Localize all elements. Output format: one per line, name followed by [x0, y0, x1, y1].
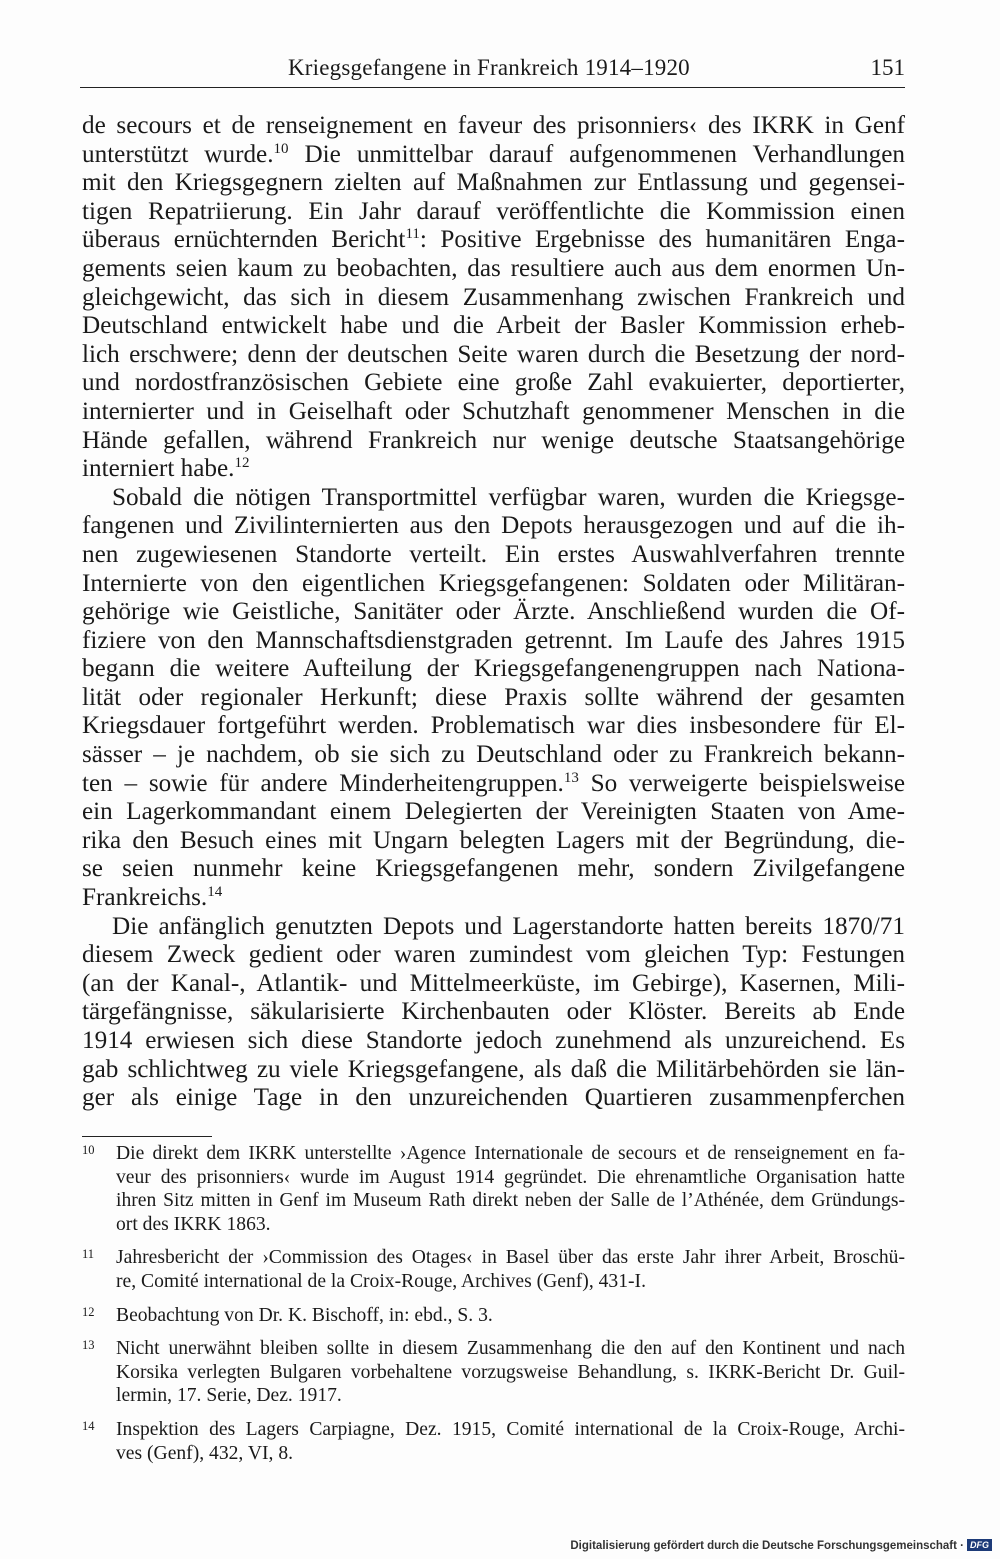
footnote-number: 13: [82, 1338, 95, 1353]
text-line: gements seien kaum zu beobachten, das resultiere auch aus dem enormen Un-: [82, 254, 905, 282]
text-line: ein Lagerkommandant einem Delegierten der Vereinigten Staaten von Ame-: [82, 798, 905, 826]
text-line: de secours et de renseignement en faveur des prisonniers‹ des IKRK in Genf: [82, 112, 905, 139]
text-line: (an der Kanal-, Atlantik- und Mittelmeerküste, im Gebirge), Kasernen, Mili-: [82, 969, 905, 997]
text-line: fangenen und Zivilinternierten aus den Depots herausgezogen und auf die ih-: [82, 512, 905, 540]
text-line: Hände gefallen, während Frankreich nur wenige deutsche Staatsangehörige: [82, 426, 905, 454]
text-line: tigen Repatriierung. Ein Jahr darauf veröffentlichte die Kommission einen: [82, 197, 905, 225]
footnote-line: ves (Genf), 432, VI, 8.: [116, 1442, 294, 1464]
text-line: sässer – je nachdem, ob sie sich zu Deutschland oder zu Frankreich bekann-: [82, 741, 905, 769]
text-line: und nordostfranzösischen Gebiete eine große Zahl evakuierter, deportierter,: [82, 369, 905, 397]
text-line: unterstützt wurde.$^{10}$ Die unmittelbar darauf aufgenommenen Verhandlungen: [82, 140, 906, 168]
text-line: Frankreichs.$^{14}$: [82, 884, 223, 912]
footnote-line: lermin, 17. Serie, Dez. 1917.: [116, 1385, 342, 1407]
dfg-logo: DFG: [967, 1539, 992, 1551]
text-line: diesem Zweck gedient oder waren zumindest vom gleichen Typ: Festungen: [82, 941, 905, 969]
footnote-line: veur des prisonniers‹ wurde im August 1914 gegründet. Die ehrenamtliche Organisation hatte: [116, 1166, 905, 1188]
text-line: überaus ernüchternden Bericht$^{11}$: Positive Ergebnisse des humanitären Enga-: [82, 226, 905, 254]
footnote: [82, 1418, 905, 1465]
footnote: [82, 1142, 905, 1236]
footnote-line: Die direkt dem IKRK unterstellte ›Agence Internationale de secours et de renseignement en fa-: [116, 1143, 905, 1164]
footnote-line: re, Comité international de la Croix-Rouge, Archives (Genf), 431-I.: [116, 1270, 646, 1292]
footnotes: [82, 1142, 905, 1475]
text-line: interniert habe.$^{12}$: [82, 455, 250, 483]
footnote-number: 10: [82, 1143, 95, 1157]
text-line: Die anfänglich genutzten Depots und Lagerstandorte hatten bereits 1870/71: [112, 912, 905, 940]
text-line: mit den Kriegsgegnern zielten auf Maßnahmen zur Entlassung und gegensei-: [82, 169, 905, 197]
text-line: lich erschwere; denn der deutschen Seite waren durch die Besetzung der nord-: [82, 340, 905, 368]
text-line: Kriegsdauer fortgeführt werden. Problematisch war dies insbesondere für El-: [82, 712, 905, 740]
text-line: gleichgewicht, das sich in diesem Zusammenhang zwischen Frankreich und: [82, 283, 905, 311]
footnote-number: 12: [82, 1304, 95, 1319]
text-line: 1914 erwiesen sich diese Standorte jedoch zunehmend als unzureichend. Es: [82, 1027, 905, 1054]
running-title: Kriegsgefangene in Frankreich 1914–1920: [288, 55, 690, 80]
text-line: internierter und in Geiselhaft oder Schutzhaft genommener Menschen in die: [82, 397, 905, 425]
paragraph: [82, 112, 905, 484]
text-line: fiziere von den Mannschaftsdienstgraden getrennt. Im Laufe des Jahres 1915: [82, 626, 905, 654]
footnote-separator: [82, 1136, 212, 1137]
footnote: [82, 1337, 905, 1408]
running-header: [80, 55, 905, 88]
footnote-number: 14: [82, 1418, 95, 1433]
footnote-line: Nicht unerwähnt bleiben sollte in diesem Zusammenhang die den auf den Kontinent und nach: [116, 1338, 905, 1360]
text-line: gab schlichtweg zu viele Kriegsgefangene, als daß die Militärbehörden sie län-: [82, 1055, 905, 1083]
footnote-ref[interactable]: 11: [405, 226, 420, 243]
text-line: rika den Besuch eines mit Ungarn belegten Lagers mit der Begründung, die-: [82, 826, 905, 854]
footnote: [82, 1304, 905, 1328]
footnote-line: Inspektion des Lagers Carpiagne, Dez. 1915, Comité international de la Croix-Rouge, Archi-: [116, 1418, 905, 1440]
footnote-number: 11: [82, 1247, 95, 1262]
text-line: begann die weitere Aufteilung der Kriegsgefangenengruppen nach Nationa-: [82, 655, 905, 683]
text-line: lität oder regionaler Herkunft; diese Praxis sollte während der gesamten: [82, 683, 905, 711]
footnote: [82, 1246, 905, 1293]
text-line: tärgefängnisse, säkularisierte Kirchenbauten oder Klöster. Bereits ab Ende: [82, 998, 905, 1026]
text-line: se seien nunmehr keine Kriegsgefangenen mehr, sondern Zivilgefangene: [82, 855, 905, 883]
digitization-text: Digitalisierung gefördert durch die Deutsche Forschungsgemeinschaft ·: [570, 1540, 964, 1552]
paragraph: [82, 484, 905, 913]
footnote-line: ort des IKRK 1863.: [116, 1213, 271, 1235]
text-line: ten – sowie für andere Minderheitengruppen.$^{13}$ So verweigerte beispielsweise: [82, 769, 905, 797]
footnote-line: Beobachtung von Dr. K. Bischoff, in: ebd., S. 3.: [116, 1304, 493, 1326]
text-line: Internierte von den eigentlichen Kriegsgefangenen: Soldaten oder Militäran-: [82, 569, 905, 597]
footnote-ref[interactable]: 13: [563, 769, 579, 786]
main-text: [82, 112, 905, 1113]
footnote-ref[interactable]: 14: [207, 884, 223, 901]
text-line: ger als einige Tage in den unzureichenden Quartieren zusammenpferchen: [82, 1084, 905, 1112]
text-line: gehörige wie Geistliche, Sanitäter oder Ärzte. Anschließend wurden die Of-: [82, 598, 905, 626]
footnote-line: ihren Sitz mitten in Genf im Museum Rath direkt neben der Salle de l’Athénée, dem Gründungs-: [116, 1190, 905, 1212]
footnote-line: Korsika verlegten Bulgaren vorbehaltene vorzugsweise Behandlung, s. IKRK-Bericht Dr. Guil-: [116, 1361, 905, 1383]
paragraph: [82, 913, 905, 1113]
text-line: nen zugewiesenen Standorte verteilt. Ein erstes Auswahlverfahren trennte: [82, 540, 905, 568]
footnote-ref[interactable]: 12: [234, 455, 250, 472]
footnote-ref[interactable]: 10: [273, 140, 289, 157]
digitization-credit: [570, 1539, 992, 1552]
page-number: 151: [870, 55, 905, 80]
text-line: Sobald die nötigen Transportmittel verfügbar waren, wurden die Kriegsge-: [112, 483, 905, 511]
footnote-line: Jahresbericht der ›Commission des Otages‹ in Basel über das erste Jahr ihrer Arbeit, Broschü-: [116, 1247, 905, 1269]
text-line: Deutschland entwickelt habe und die Arbeit der Basler Kommission erheb-: [82, 312, 905, 340]
